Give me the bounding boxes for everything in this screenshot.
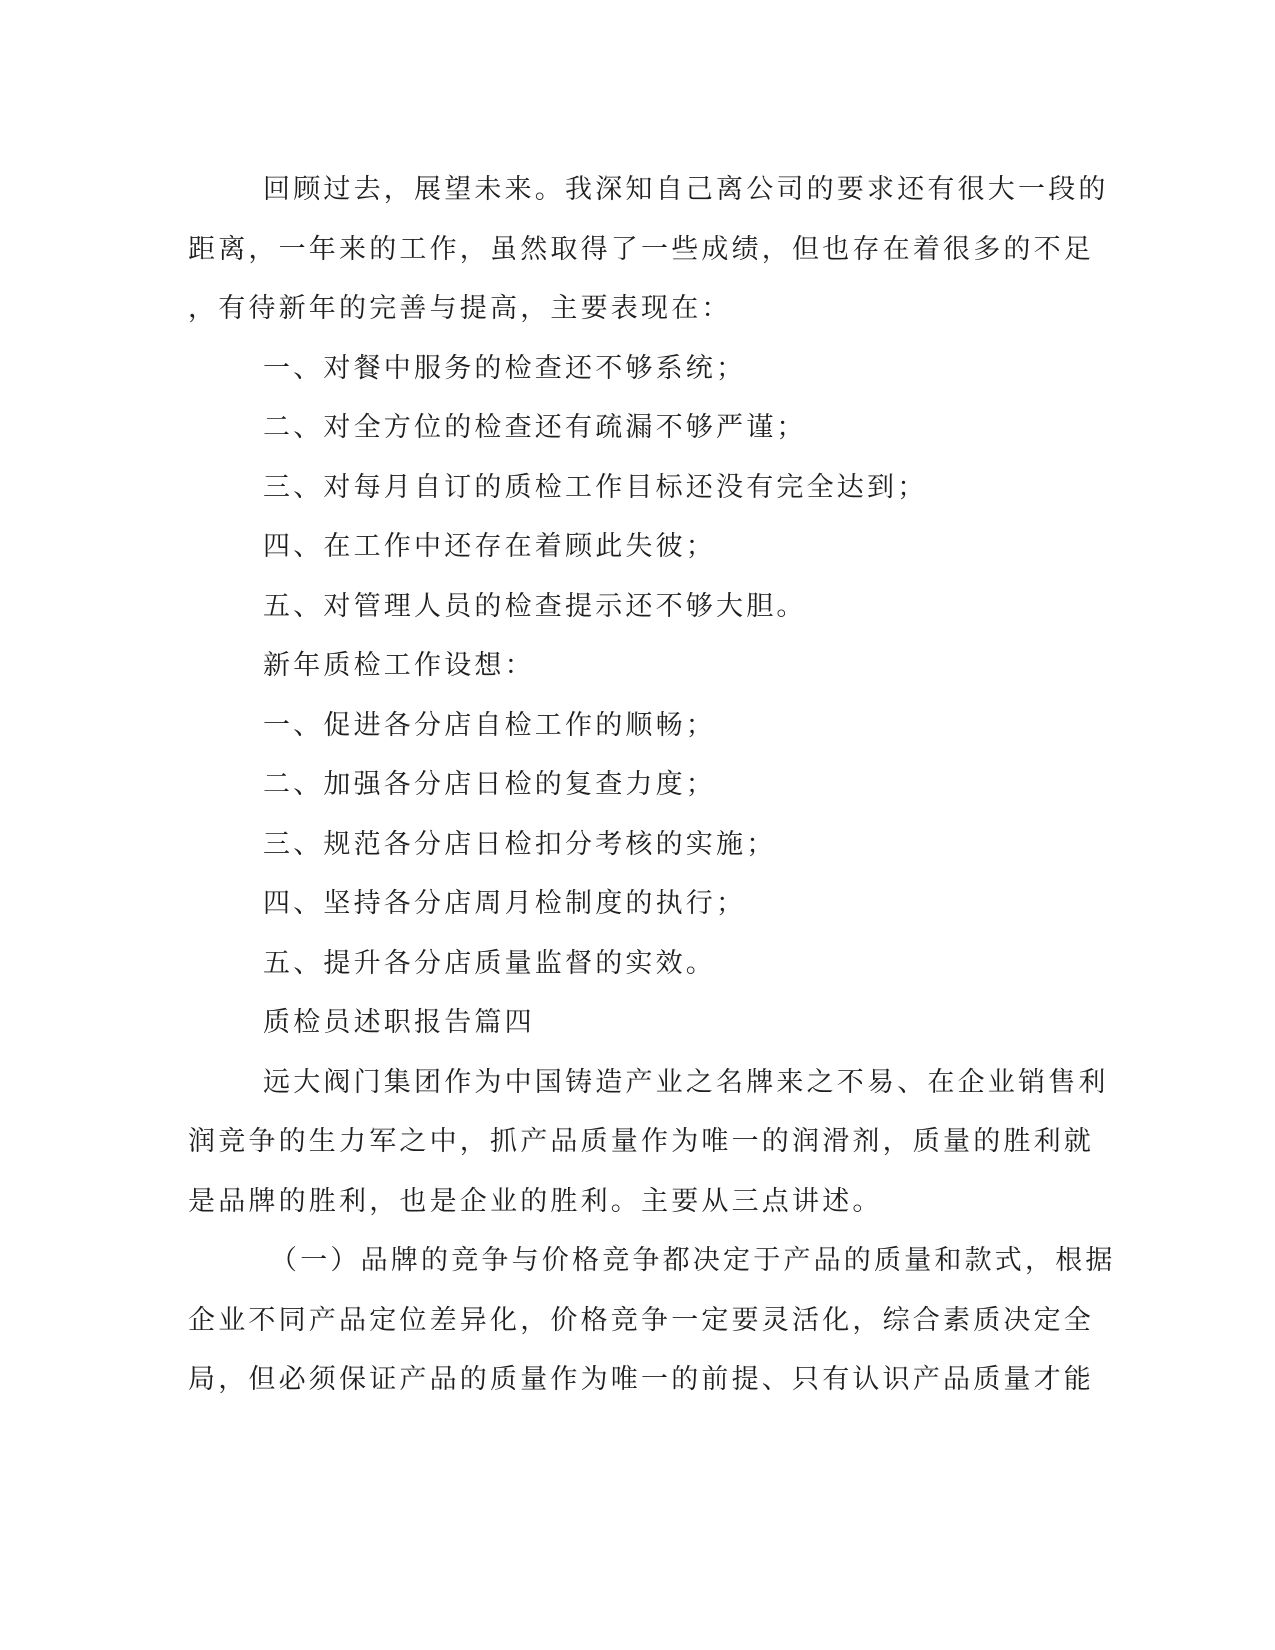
list-item: 二、对全方位的检查还有疏漏不够严谨； [263,412,807,443]
list-item: 一、对餐中服务的检查还不够系统； [263,352,747,384]
paragraph-line: 是品牌的胜利，也是企业的胜利。主要从三点讲述。 [188,1185,883,1217]
paragraph-line: ，有待新年的完善与提高，主要表现在： [188,293,732,324]
section-heading: 质检员述职报告篇四 [263,1007,535,1038]
list-item: 一、促进各分店自检工作的顺畅； [263,709,716,741]
list-item: 三、规范各分店日检扣分考核的实施； [263,828,777,860]
paragraph-line: 距离，一年来的工作，虽然取得了一些成绩，但也存在着很多的不足 [188,233,1094,265]
list-item: 三、对每月自订的质检工作目标还没有完全达到； [263,471,928,503]
list-item: 四、在工作中还存在着顾此失彼； [263,531,716,562]
list-item: 二、加强各分店日检的复查力度； [263,769,716,800]
paragraph-line: 局，但必须保证产品的质量作为唯一的前提、只有认识产品质量才能 [188,1364,1094,1395]
paragraph-line: 润竞争的生力军之中，抓产品质量作为唯一的润滑剂，质量的胜利就 [188,1126,1094,1157]
list-item: 四、坚持各分店周月检制度的执行； [263,888,747,919]
section-heading: 新年质检工作设想： [263,650,535,681]
paragraph-line: 远大阀门集团作为中国铸造产业之名牌来之不易、在企业销售利 [263,1066,1109,1098]
list-item: 五、提升各分店质量监督的实效。 [263,947,716,979]
paragraph-line: 企业不同产品定位差异化，价格竞争一定要灵活化，综合素质决定全 [188,1304,1094,1336]
paragraph-line: 回顾过去，展望未来。我深知自己离公司的要求还有很大一段的 [263,174,1109,205]
paragraph-line: （一）品牌的竞争与价格竞争都决定于产品的质量和款式，根据 [270,1245,1116,1276]
document-body [188,160,1116,1410]
list-item: 五、对管理人员的检查提示还不够大胆。 [263,590,807,622]
